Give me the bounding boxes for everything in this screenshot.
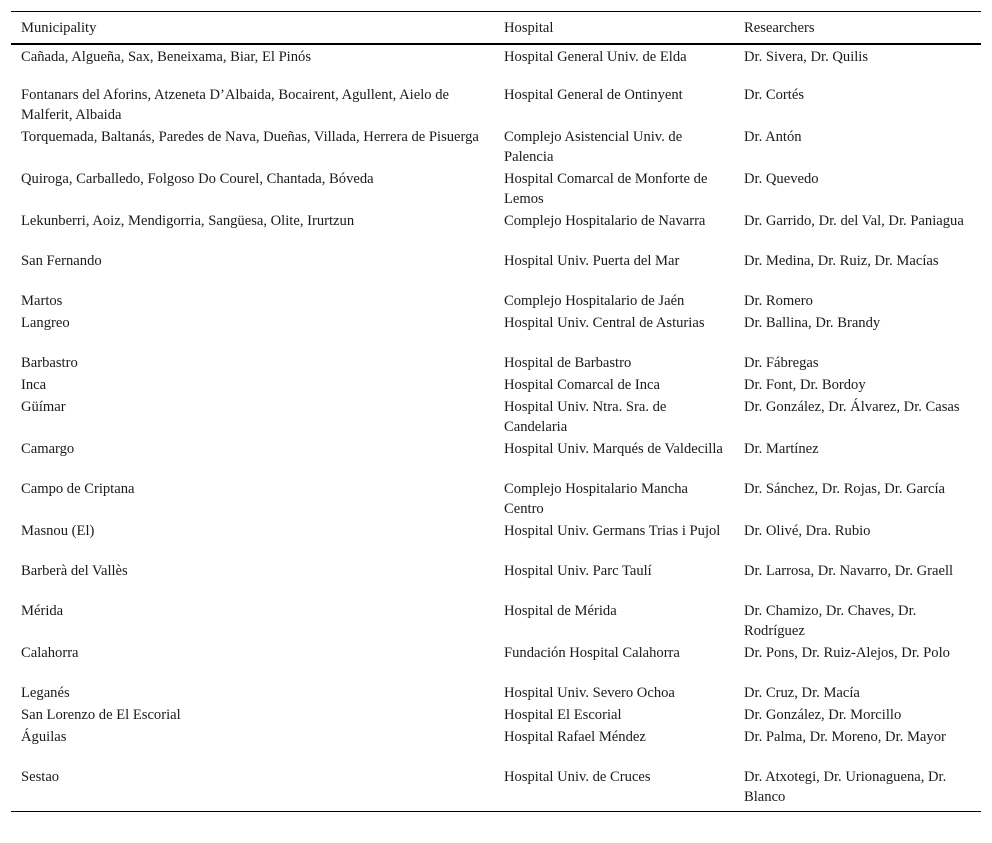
cell-hospital: Hospital Univ. Germans Trias i Pujol — [504, 523, 721, 539]
cell-hospital: Hospital Comarcal de Monforte de Lemos — [504, 171, 708, 207]
table-row — [11, 126, 981, 168]
table-row — [11, 374, 981, 396]
cell-municipality: Sestao — [11, 766, 494, 812]
cell-hospital: Hospital Comarcal de Inca — [504, 377, 661, 393]
cell-municipality: Langreo — [21, 315, 70, 331]
cell-municipality: Güímar — [21, 399, 66, 415]
table-header — [11, 12, 981, 45]
cell-hospital: Hospital Univ. Severo Ochoa — [504, 685, 675, 701]
cell-hospital: Hospital Rafael Méndez — [504, 729, 646, 745]
cell-municipality: Calahorra — [21, 645, 79, 661]
cell-hospital: Hospital de Mérida — [504, 603, 617, 619]
table-row — [11, 84, 981, 126]
table-row — [11, 642, 981, 682]
cell-researchers: Dr. Ballina, Dr. Brandy — [744, 315, 881, 331]
cell-municipality: Masnou (El) — [21, 523, 95, 539]
cell-researchers: Dr. Cruz, Dr. Macía — [744, 685, 860, 701]
cell-municipality: Águilas — [21, 729, 67, 745]
table-row — [11, 704, 981, 726]
cell-researchers: Dr. Palma, Dr. Moreno, Dr. Mayor — [744, 729, 946, 745]
cell-municipality: Camargo — [21, 441, 75, 457]
cell-municipality: Barberà del Vallès — [21, 563, 128, 579]
cell-hospital: Hospital El Escorial — [504, 707, 622, 723]
cell-researchers: Dr. Font, Dr. Bordoy — [744, 377, 866, 393]
cell-municipality: Barbastro — [21, 355, 78, 371]
cell-hospital: Hospital Univ. Puerta del Mar — [504, 253, 680, 269]
cell-hospital: Hospital Univ. Marqués de Valdecilla — [504, 441, 723, 457]
cell-researchers: Dr. Atxotegi, Dr. Urionaguena, Dr. Blanco — [734, 766, 981, 812]
cell-researchers: Dr. González, Dr. Álvarez, Dr. Casas — [744, 399, 960, 415]
cell-hospital: Hospital de Barbastro — [504, 355, 632, 371]
cell-municipality: San Lorenzo de El Escorial — [21, 707, 181, 723]
cell-researchers: Dr. Cortés — [744, 87, 804, 103]
municipality-hospital-table — [11, 11, 981, 812]
table-row — [11, 438, 981, 478]
cell-hospital: Complejo Hospitalario Mancha Centro — [504, 481, 689, 517]
cell-researchers: Dr. Antón — [744, 129, 802, 145]
table-row — [11, 168, 981, 210]
cell-researchers: Dr. González, Dr. Morcillo — [744, 707, 902, 723]
table-row — [11, 766, 981, 812]
cell-municipality: Cañada, Algueña, Sax, Beneixama, Biar, El Pinós — [21, 49, 312, 65]
table-row — [11, 600, 981, 642]
cell-municipality: Leganés — [21, 685, 70, 701]
table-row — [11, 290, 981, 312]
table-row — [11, 478, 981, 520]
cell-hospital: Hospital Univ. Central de Asturias — [504, 315, 705, 331]
cell-researchers: Dr. Sánchez, Dr. Rojas, Dr. García — [744, 481, 946, 497]
cell-municipality: Fontanars del Aforins, Atzeneta D’Albaida, Bocairent, Agullent, Aielo de Malferit, Albaida — [21, 87, 449, 123]
table-container — [11, 11, 981, 812]
table-body — [11, 44, 981, 812]
cell-hospital: Hospital Univ. Parc Taulí — [504, 563, 652, 579]
cell-municipality: Torquemada, Baltanás, Paredes de Nava, Dueñas, Villada, Herrera de Pisuerga — [21, 129, 479, 145]
cell-hospital: Complejo Hospitalario de Navarra — [504, 213, 706, 229]
cell-municipality: Quiroga, Carballedo, Folgoso Do Courel, Chantada, Bóveda — [21, 171, 374, 187]
header-municipality: Municipality — [11, 12, 494, 45]
header-row — [11, 12, 981, 45]
cell-municipality: San Fernando — [21, 253, 102, 269]
table-row — [11, 352, 981, 374]
cell-municipality: Martos — [21, 293, 63, 309]
cell-researchers: Dr. Romero — [744, 293, 813, 309]
table-row — [11, 210, 981, 250]
table-row — [11, 250, 981, 290]
cell-hospital: Hospital Univ. Ntra. Sra. de Candelaria — [504, 399, 667, 435]
cell-hospital: Complejo Asistencial Univ. de Palencia — [504, 129, 683, 165]
cell-researchers: Dr. Sivera, Dr. Quilis — [744, 49, 869, 65]
table-row — [11, 682, 981, 704]
cell-hospital: Hospital General Univ. de Elda — [504, 49, 687, 65]
cell-hospital: Complejo Hospitalario de Jaén — [504, 293, 685, 309]
cell-researchers: Dr. Larrosa, Dr. Navarro, Dr. Graell — [744, 563, 954, 579]
cell-researchers: Dr. Pons, Dr. Ruiz-Alejos, Dr. Polo — [744, 645, 950, 661]
cell-municipality: Campo de Criptana — [21, 481, 135, 497]
table-row — [11, 726, 981, 766]
cell-researchers: Dr. Fábregas — [744, 355, 819, 371]
cell-researchers: Dr. Medina, Dr. Ruiz, Dr. Macías — [744, 253, 939, 269]
table-row — [11, 396, 981, 438]
header-researchers: Researchers — [734, 12, 981, 45]
table-row — [11, 520, 981, 560]
cell-hospital: Hospital Univ. de Cruces — [494, 766, 734, 812]
cell-researchers: Dr. Martínez — [744, 441, 819, 457]
table-row — [11, 560, 981, 600]
cell-hospital: Fundación Hospital Calahorra — [504, 645, 680, 661]
cell-municipality: Inca — [21, 377, 47, 393]
cell-hospital: Hospital General de Ontinyent — [504, 87, 683, 103]
cell-researchers: Dr. Chamizo, Dr. Chaves, Dr. Rodríguez — [744, 603, 917, 639]
header-hospital: Hospital — [494, 12, 734, 45]
table-row — [11, 312, 981, 352]
cell-researchers: Dr. Garrido, Dr. del Val, Dr. Paniagua — [744, 213, 964, 229]
table-row — [11, 44, 981, 84]
cell-researchers: Dr. Quevedo — [744, 171, 819, 187]
cell-municipality: Mérida — [21, 603, 64, 619]
cell-researchers: Dr. Olivé, Dra. Rubio — [744, 523, 871, 539]
cell-municipality: Lekunberri, Aoiz, Mendigorria, Sangüesa, Olite, Irurtzun — [21, 213, 355, 229]
